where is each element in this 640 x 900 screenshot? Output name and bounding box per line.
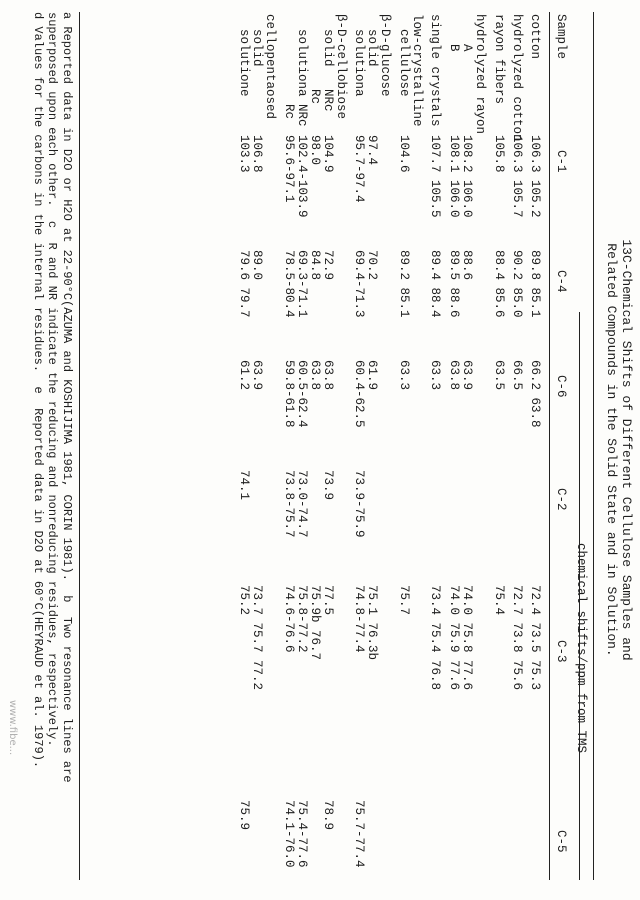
header-c1: C-1 [554,150,568,173]
cell-c4: 89.4 88.4 [428,250,442,318]
cell-c3: 72.4 73.5 75.3 [528,585,542,691]
cell-c4: 89.0 [250,250,264,281]
cell-c1: 105.8 [492,135,506,173]
cell-c3: 72.7 73.8 75.6 [510,585,524,691]
table-row [282,0,296,900]
cell-c4: 90.2 85.0 [510,250,524,318]
cell-c1: 102.4-103.9 [295,135,309,218]
cell-c3: 74.0 75.8 77.6 [460,585,474,691]
cell-c6: 63.5 [492,360,506,391]
row-label: A [460,14,474,52]
cell-c2: 73.0-74.7 [295,470,309,538]
cell-c6: 59.8-61.8 [282,360,296,428]
footnote-2: superposed upon each other. c R and NR indicate the reducing and nonreducing residues, respectively. [45,12,60,747]
header-rule [549,12,550,880]
table-row [308,0,322,900]
cell-c3: 75.2 [237,585,251,616]
cell-c1: 104.9 [321,135,335,173]
cell-c1: 108.1 106.0 [447,135,461,218]
cell-c2: 73.8-75.7 [282,470,296,538]
cell-c2: 74.1 [237,470,251,501]
cell-c3: 75.8-77.2 [295,585,309,653]
table-row [473,0,487,900]
row-label: solid NRc [321,14,335,112]
table-row [263,0,277,900]
header-group-rule [579,312,580,880]
title-line-2: Related Compounds in the Solid State and in Solution. [604,243,619,657]
cell-c6: 63.8 [447,360,461,391]
row-label: B [447,14,461,52]
row-label: cellopentaosed [263,14,277,120]
cell-c6: 60.4-62.5 [352,360,366,428]
cell-c4: 78.5-80.4 [282,250,296,318]
cell-c1: 108.2 106.0 [460,135,474,218]
cell-c5: 75.4-77.6 [295,800,309,868]
row-label: solutione [237,14,251,97]
cell-c5: 75.9 [237,800,251,831]
row-label: hydrolyzed rayon [473,14,487,135]
cell-c4: 79.6 79.7 [237,250,251,318]
cell-c4: 70.2 [365,250,379,281]
table-row [365,0,379,900]
cell-c4: 89.2 85.1 [397,250,411,318]
header-c3: C-3 [554,640,568,663]
cell-c3: 75.4 [492,585,506,616]
cell-c3: 77.5 [321,585,335,616]
cell-c6: 63.9 [460,360,474,391]
top-rule [593,12,594,880]
cell-c1: 103.3 [237,135,251,173]
row-label: cellulose [397,14,411,97]
row-label: solutiona NRc [295,14,309,127]
cell-c5: 75.7-77.4 [352,800,366,868]
cell-c6: 63.3 [428,360,442,391]
table-row [410,0,424,900]
table-row [428,0,442,900]
cell-c1: 107.7 105.5 [428,135,442,218]
table-row [334,0,348,900]
cell-c3: 74.8-77.4 [352,585,366,653]
cell-c3: 74.0 75.9 77.6 [447,585,461,691]
footnotes [31,12,75,880]
table-title [604,90,634,810]
row-label: hydrolyzed cotton [510,14,524,142]
table-row [397,0,411,900]
row-label: β-D-cellobiose [334,14,348,120]
cell-c4: 72.9 [321,250,335,281]
cell-c4: 69.3-71.1 [295,250,309,318]
cell-c1: 106.3 105.2 [528,135,542,218]
cell-c6: 66.2 63.8 [528,360,542,428]
row-label: Rc [308,14,322,105]
cell-c1: 98.0 [308,135,322,166]
cell-c3: 74.6-76.6 [282,585,296,653]
cell-c3: 73.4 75.4 76.8 [428,585,442,691]
watermark: www.fibe... [7,700,18,756]
header-c4: C-4 [554,270,568,293]
cell-c2: 73.9-75.9 [352,470,366,538]
table-row [447,0,461,900]
title-line-1: 13C-Chemical Shifts of Different Cellulose Samples and [619,239,634,661]
footnote-3: d Values for the carbons in the internal residues. e Reported data in D2O at 60°C(HEYRAUD et al. 1979). [31,12,45,769]
row-label: solid [365,14,379,67]
table-row [460,0,474,900]
cell-c6: 61.9 [365,360,379,391]
cell-c2: 73.9 [321,470,335,501]
row-label: low-crystalline [410,14,424,127]
cell-c3: 73.7 75.7 77.2 [250,585,264,691]
cell-c4: 88.4 85.6 [492,250,506,318]
cell-c6: 60.5-62.4 [295,360,309,428]
cell-c4: 84.8 [308,250,322,281]
cell-c1: 106.3 105.7 [510,135,524,218]
cell-c6: 63.8 [321,360,335,391]
cell-c4: 69.4-71.3 [352,250,366,318]
cell-c1: 95.7-97.4 [352,135,366,203]
table-row [378,0,392,900]
cell-c6: 63.8 [308,360,322,391]
cell-c3: 75.9b 76.7 [308,585,322,661]
header-c5: C-5 [554,830,568,853]
header-sample: Sample [554,14,568,60]
cell-c4: 89.8 85.1 [528,250,542,318]
row-label: single crystals [428,14,442,127]
header-c2: C-2 [554,488,568,511]
cell-c6: 63.3 [397,360,411,391]
bottom-rule [79,12,80,880]
cell-c3: 75.1 76.3b [365,585,379,661]
cell-c4: 89.5 88.6 [447,250,461,318]
cell-c5: 78.9 [321,800,335,831]
table-row [321,0,335,900]
cell-c1: 97.4 [365,135,379,166]
cell-c5: 74.1-76.0 [282,800,296,868]
table-row [510,0,524,900]
table-row [237,0,251,900]
header-group-label: chemical shifts/ppm from TMS [574,542,588,754]
table-row [492,0,506,900]
cell-c4: 88.6 [460,250,474,281]
table-row [352,0,366,900]
row-label: cotton [528,14,542,60]
cell-c6: 61.2 [237,360,251,391]
row-label: Rc [282,14,296,120]
table-row [528,0,542,900]
header-c6: C-6 [554,375,568,398]
footnote-1: a Reported data in D2O or H2O at 22-90°C(AZUMA and KOSHIJIMA 1981, CORIN 1981). b Two resonance lines are [60,12,74,783]
cell-c3: 75.7 [397,585,411,616]
cell-c1: 106.8 [250,135,264,173]
row-label: β-D-glucose [378,14,392,97]
row-label: solid [250,14,264,67]
cell-c6: 63.9 [250,360,264,391]
row-label: rayon fibers [492,14,506,105]
cell-c1: 104.6 [397,135,411,173]
row-label: solutiona [352,14,366,97]
cell-c6: 66.5 [510,360,524,391]
cell-c1: 95.6-97.1 [282,135,296,203]
table-row [250,0,264,900]
table-row [295,0,309,900]
